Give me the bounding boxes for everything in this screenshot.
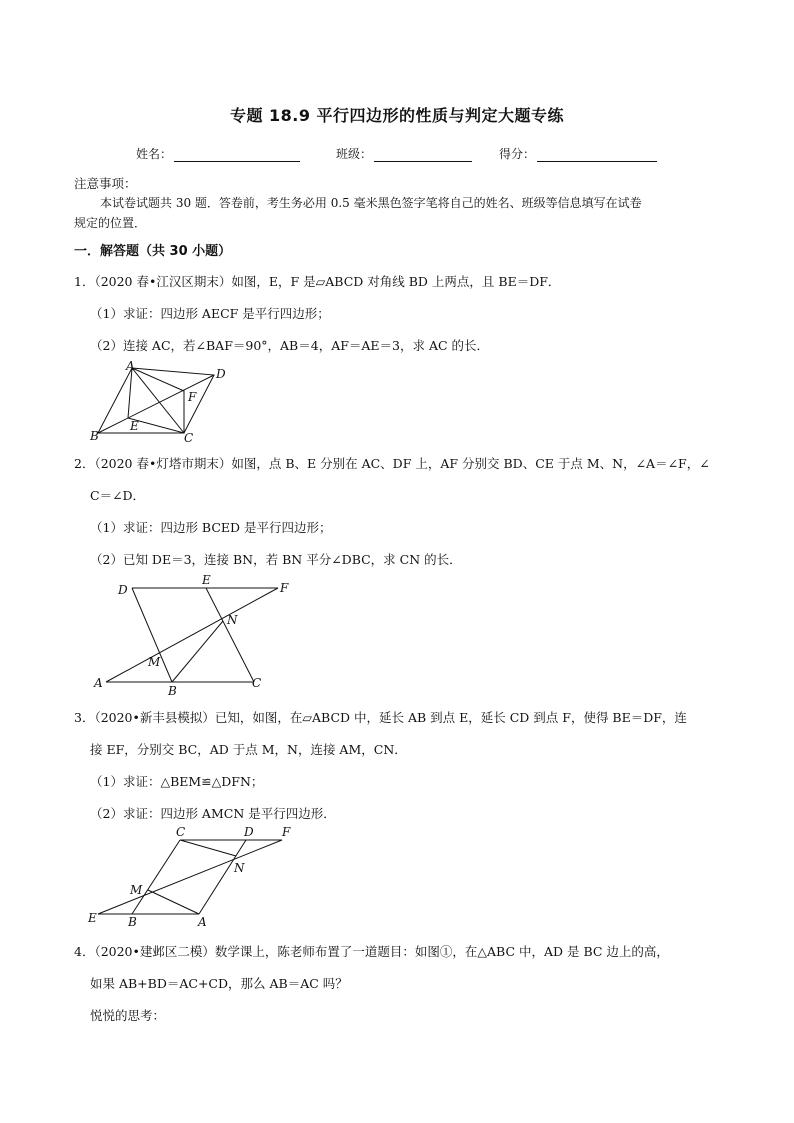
label-d: D bbox=[118, 583, 128, 597]
label-e: E bbox=[202, 573, 211, 587]
segment-am bbox=[148, 890, 199, 914]
score-blank[interactable] bbox=[537, 148, 657, 162]
page-title: 专题 18.9 平行四边形的性质与判定大题专练 bbox=[229, 106, 565, 125]
problem-3-figure bbox=[84, 822, 306, 930]
problem-2-figure bbox=[88, 572, 300, 698]
problem-2-part-2: （2）已知 DE＝3，连接 BN，若 BN 平分∠DBC，求 CN 的长． bbox=[90, 552, 462, 567]
score-label: 得分： bbox=[499, 147, 536, 161]
section-heading: 一．解答题（共 30 小题） bbox=[74, 244, 232, 259]
label-b: B bbox=[128, 915, 137, 929]
name-field[interactable] bbox=[136, 145, 300, 162]
notice-heading: 注意事项： bbox=[74, 176, 137, 191]
problem-4-statement-1: 4．（2020•建邺区二模）数学课上，陈老师布置了一道题目：如图①，在△ABC 中，AD 是 BC 边上的高， bbox=[74, 944, 669, 959]
class-label: 班级： bbox=[336, 147, 373, 161]
problem-2-part-1: （1）求证：四边形 BCED 是平行四边形； bbox=[90, 520, 332, 535]
label-c: C bbox=[176, 825, 186, 839]
segment-bn bbox=[172, 621, 223, 682]
label-m: M bbox=[148, 655, 161, 669]
problem-1-statement: 1．（2020 春•江汉区期末）如图，E，F 是▱ABCD 对角线 BD 上两点，且 BE＝DF． bbox=[74, 274, 561, 289]
problem-2-statement-1: 2．（2020 春•灯塔市期末）如图，点 B、E 分别在 AC、DF 上，AF 分别交 BD、CE 于点 M、N，∠A＝∠F，∠ bbox=[74, 456, 710, 471]
label-b: B bbox=[90, 429, 99, 443]
parallelogram-abcd bbox=[98, 368, 214, 433]
label-f: F bbox=[280, 581, 289, 595]
label-a: A bbox=[94, 676, 103, 690]
problem-3-statement-2: 接 EF，分别交 BC，AD 于点 M，N，连接 AM，CN． bbox=[90, 742, 407, 757]
diagonal-ac bbox=[132, 368, 184, 433]
problem-4-statement-3: 悦悦的思考： bbox=[90, 1008, 166, 1023]
problem-4-statement-2: 如果 AB+BD＝AC+CD，那么 AB＝AC 吗？ bbox=[90, 976, 348, 991]
name-label: 姓名： bbox=[136, 147, 173, 161]
label-b: B bbox=[168, 684, 177, 698]
segment-bc bbox=[132, 840, 180, 914]
label-m: M bbox=[130, 883, 143, 897]
label-f: F bbox=[188, 390, 197, 404]
label-a: A bbox=[126, 359, 135, 373]
class-field[interactable] bbox=[336, 145, 472, 162]
segment-ef bbox=[98, 840, 282, 914]
problem-1-part-2: （2）连接 AC，若∠BAF＝90°，AB＝4，AF＝AE＝3，求 AC 的长． bbox=[90, 338, 490, 353]
label-a: A bbox=[198, 915, 207, 929]
label-e: E bbox=[130, 419, 139, 433]
problem-2-statement-2: C＝∠D． bbox=[90, 488, 146, 503]
label-e: E bbox=[88, 911, 97, 925]
label-n: N bbox=[227, 613, 238, 627]
class-blank[interactable] bbox=[374, 148, 472, 162]
segment-af bbox=[106, 588, 278, 682]
problem-3-part-2: （2）求证：四边形 AMCN 是平行四边形． bbox=[90, 806, 336, 821]
problem-3-statement-1: 3．（2020•新丰县模拟）已知，如图，在▱ABCD 中，延长 AB 到点 E，延长 CD 到点 F，使得 BE＝DF，连 bbox=[74, 710, 687, 725]
score-field[interactable] bbox=[499, 145, 657, 162]
label-d: D bbox=[216, 367, 226, 381]
notice-line-1: 本试卷试题共 30 题．答卷前，考生务必用 0.5 毫米黑色签字笔将自己的姓名、班级等信息填写在试卷 bbox=[100, 196, 642, 210]
notice-line-2: 规定的位置． bbox=[74, 216, 147, 230]
problem-1-part-1: （1）求证：四边形 AECF 是平行四边形； bbox=[90, 306, 330, 321]
segment-ce bbox=[206, 588, 254, 682]
segment-cn bbox=[180, 840, 236, 856]
problem-1-figure bbox=[80, 358, 240, 446]
problem-3-part-1: （1）求证：△BEM≌△DFN； bbox=[90, 774, 264, 789]
label-f: F bbox=[282, 825, 291, 839]
label-c: C bbox=[252, 676, 262, 690]
label-c: C bbox=[184, 431, 194, 445]
label-n: N bbox=[234, 861, 245, 875]
info-row bbox=[0, 145, 794, 167]
diagonal-bd bbox=[98, 375, 214, 433]
name-blank[interactable] bbox=[174, 148, 300, 162]
label-d: D bbox=[244, 825, 254, 839]
segment-ad bbox=[199, 840, 246, 914]
